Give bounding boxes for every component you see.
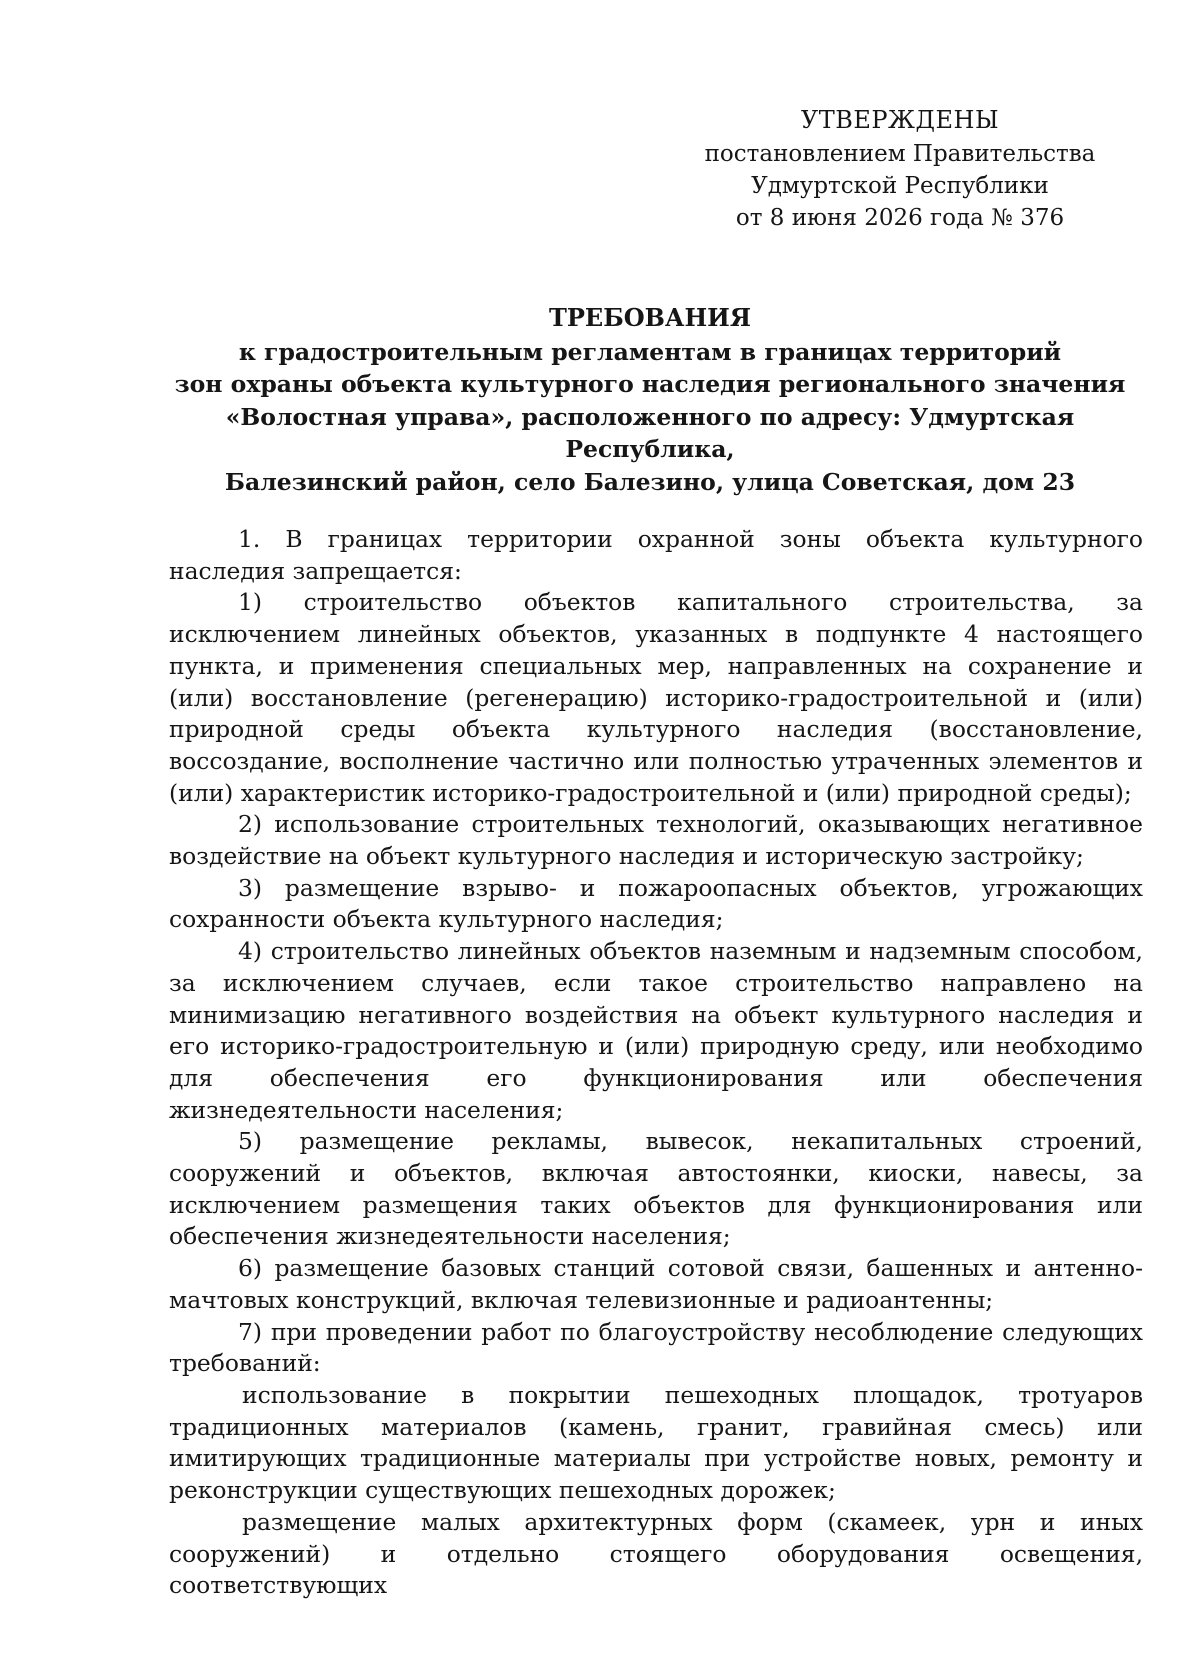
paragraph: 7) при проведении работ по благоустройству несоблюдение следующих требований: [169, 1317, 1143, 1378]
title-line: зон охраны объекта культурного наследия регионального значения [174, 370, 1126, 398]
title-line: Балезинский район, село Балезино, улица Советская, дом 23 [224, 467, 1076, 496]
paragraph: 3) размещение взрыво- и пожароопасных объектов, угрожающих сохранности объекта культурного наследия; [169, 873, 1143, 934]
approval-line: постановлением Правительства [704, 141, 1096, 167]
paragraph: 5) размещение рекламы, вывесок, некапитальных строений, сооружений и объектов, включая автостоянки, киоски, навесы, за исключением размещения таких объектов для функционирования или обеспечения жизнедеятельности населения; [169, 1127, 1143, 1251]
paragraph: 6) размещение базовых станций сотовой связи, башенных и антенно-мачтовых конструкций, включая телевизионные и радиоантенны; [169, 1254, 1143, 1314]
paragraph: 4) строительство линейных объектов наземным и надземным способом, за исключением случаев, если такое строительство направлено на минимизацию негативного воздействия на объект культурного наследия и его историко-градостроительную и (или) природную среду, или необходимо для обеспечения его функционирования или обеспечения жизнедеятельности населения; [169, 937, 1143, 1124]
paragraph: 1. В границах территории охранной зоны объекта культурного наследия запрещается: [169, 525, 1143, 585]
title-main: ТРЕБОВАНИЯ [549, 303, 751, 332]
paragraph: 2) использование строительных технологий, оказывающих негативное воздействие на объект культурного наследия и историческую застройку; [169, 810, 1143, 871]
approval-stamp [690, 104, 1110, 234]
approval-line: Удмуртской Республики [751, 173, 1049, 199]
document-title [150, 302, 1150, 498]
paragraph: 1) строительство объектов капитального строительства, за исключением линейных объектов, указанных в подпункте 4 настоящего пункта, и применения специальных мер, направленных на сохранение и (или) восстановление (регенерацию) историко-градостроительной и (или) природной среды объекта культурного наследия (восстановление, воссоздание, восполнение частично или полностью утраченных элементов и (или) характеристик историко-градостроительной и (или) природной среды); [169, 588, 1143, 807]
title-line: к градостроительным регламентам в границах территорий [238, 337, 1062, 366]
title-line: «Волостная управа», расположенного по адресу: Удмуртская Республика, [225, 402, 1075, 463]
approval-date: от 8 июня 2026 года № 376 [735, 205, 1065, 231]
paragraph: размещение малых архитектурных форм (скамеек, урн и иных сооружений) и отдельно стоящего оборудования освещения, соответствующих [169, 1507, 1143, 1600]
approval-heading: УТВЕРЖДЕНЫ [800, 106, 1000, 134]
document-body [169, 524, 1143, 1602]
paragraph: использование в покрытии пешеходных площадок, тротуаров традиционных материалов (камень, гранит, гравийная смесь) или имитирующих традиционные материалы при устройстве новых, ремонту и реконструкции существующих пешеходных дорожек; [169, 1380, 1143, 1505]
